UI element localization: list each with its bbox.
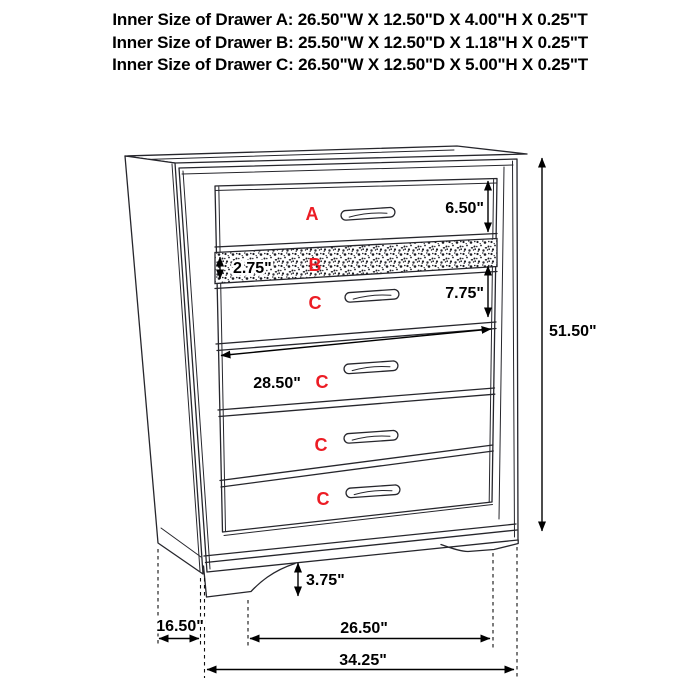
dim-drawer-c-front-text: 7.75": [445, 285, 484, 302]
drawer-c3-label: C: [314, 435, 328, 455]
header-line-3: Inner Size of Drawer C: 26.50"W X 12.50"D X 5.00"H X 0.25"T: [112, 55, 588, 74]
dim-side-depth-text: 16.50": [156, 618, 204, 635]
drawer-c1-label: C: [308, 293, 322, 313]
dim-drawer-a-front-text: 6.50": [445, 200, 484, 217]
dim-leg-height-text: 3.75": [306, 572, 345, 589]
dim-feet-span-text: 26.50": [340, 620, 388, 637]
drawer-a-label: A: [305, 204, 319, 224]
drawer-b-label: B: [308, 255, 322, 275]
dim-overall-width-text: 34.25": [339, 652, 387, 669]
header-line-1: Inner Size of Drawer A: 26.50"W X 12.50"D X 4.00"H X 0.25"T: [112, 10, 588, 29]
header-line-2: Inner Size of Drawer B: 25.50"W X 12.50"D X 1.18"H X 0.25"T: [112, 32, 588, 52]
dim-overall-height-text: 51.50": [549, 323, 597, 340]
dim-drawer-b-front-text: 2.75": [233, 260, 272, 277]
dim-drawer-width-text: 28.50": [253, 375, 301, 392]
drawer-c2-label: C: [315, 372, 329, 392]
drawer-c4-label: C: [316, 489, 330, 509]
